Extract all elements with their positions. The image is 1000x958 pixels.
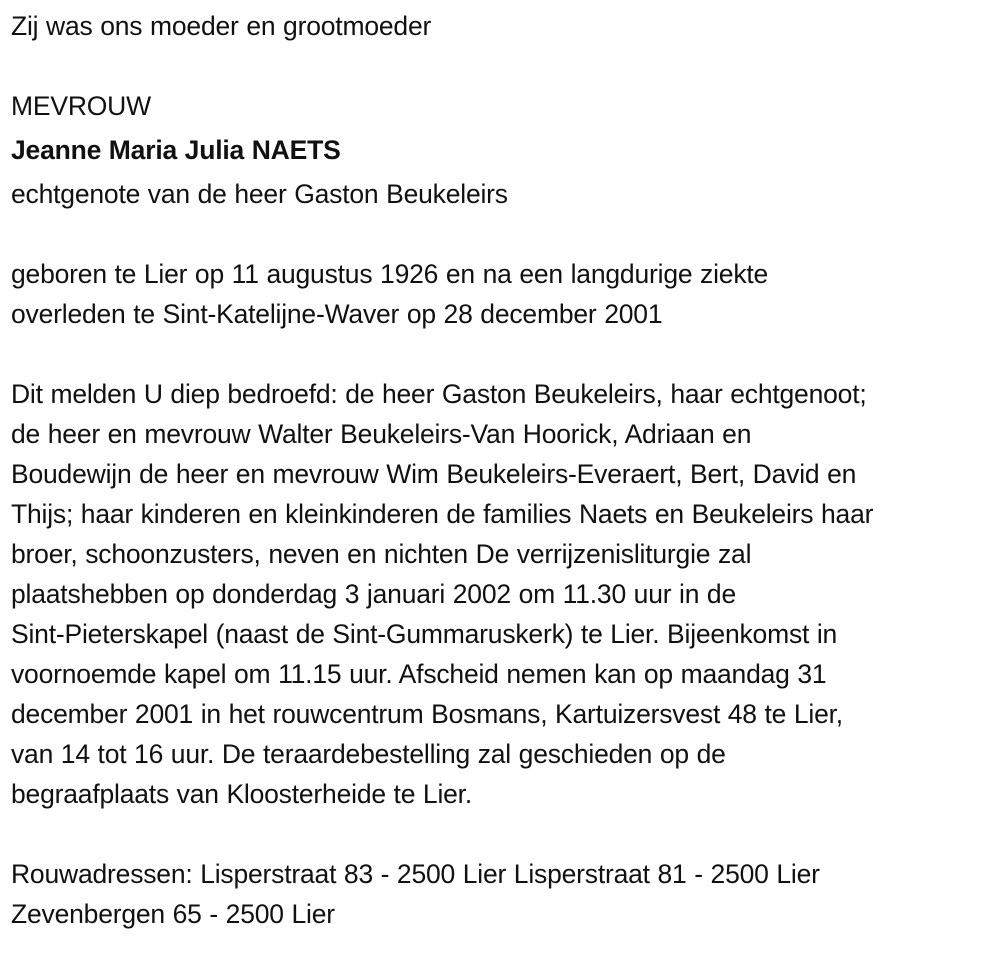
paragraph-line: geboren te Lier op 11 augustus 1926 en na een langdurige ziekte <box>11 259 769 289</box>
paragraph-line: Sint-Pieterskapel (naast de Sint-Gummaruskerk) te Lier. Bijeenkomst in <box>11 619 838 649</box>
paragraph-line: Zevenbergen 65 - 2500 Lier <box>11 899 335 929</box>
paragraph-line: Thijs; haar kinderen en kleinkinderen de families Naets en Beukeleirs haar <box>11 499 874 529</box>
deceased-name: Jeanne Maria Julia NAETS <box>11 135 341 165</box>
spacer <box>11 46 1000 86</box>
announcement-paragraph <box>11 374 1000 814</box>
paragraph-line: plaatshebben op donderdag 3 januari 2002 om 11.30 uur in de <box>11 579 736 609</box>
paragraph-line: de heer en mevrouw Walter Beukeleirs-Van Hoorick, Adriaan en <box>11 419 752 449</box>
spouse-line: echtgenote van de heer Gaston Beukeleirs <box>11 179 508 209</box>
paragraph-line: begraafplaats van Kloosterheide te Lier. <box>11 779 473 809</box>
paragraph-line: Rouwadressen: Lisperstraat 83 - 2500 Lier Lisperstraat 81 - 2500 Lier <box>11 859 820 889</box>
paragraph-line: broer, schoonzusters, neven en nichten De verrijzenisliturgie zal <box>11 539 752 569</box>
paragraph-line: Boudewijn de heer en mevrouw Wim Beukeleirs-Everaert, Bert, David en <box>11 459 857 489</box>
paragraph-line: voornoemde kapel om 11.15 uur. Afscheid nemen kan op maandag 31 <box>11 659 827 689</box>
spacer <box>11 214 1000 254</box>
paragraph-line: overleden te Sint-Katelijne-Waver op 28 december 2001 <box>11 299 663 329</box>
paragraph-line: december 2001 in het rouwcentrum Bosmans, Kartuizersvest 48 te Lier, <box>11 699 843 729</box>
spacer <box>11 814 1000 854</box>
paragraph-line: Dit melden U diep bedroefd: de heer Gaston Beukeleirs, haar echtgenoot; <box>11 379 867 409</box>
spacer <box>11 334 1000 374</box>
addresses-paragraph <box>11 854 1000 934</box>
paragraph-line: van 14 tot 16 uur. De teraardebestelling zal geschieden op de <box>11 739 726 769</box>
intro-line: Zij was ons moeder en grootmoeder <box>11 11 432 41</box>
title-line: MEVROUW <box>11 91 151 121</box>
birth-death-paragraph <box>11 254 1000 334</box>
